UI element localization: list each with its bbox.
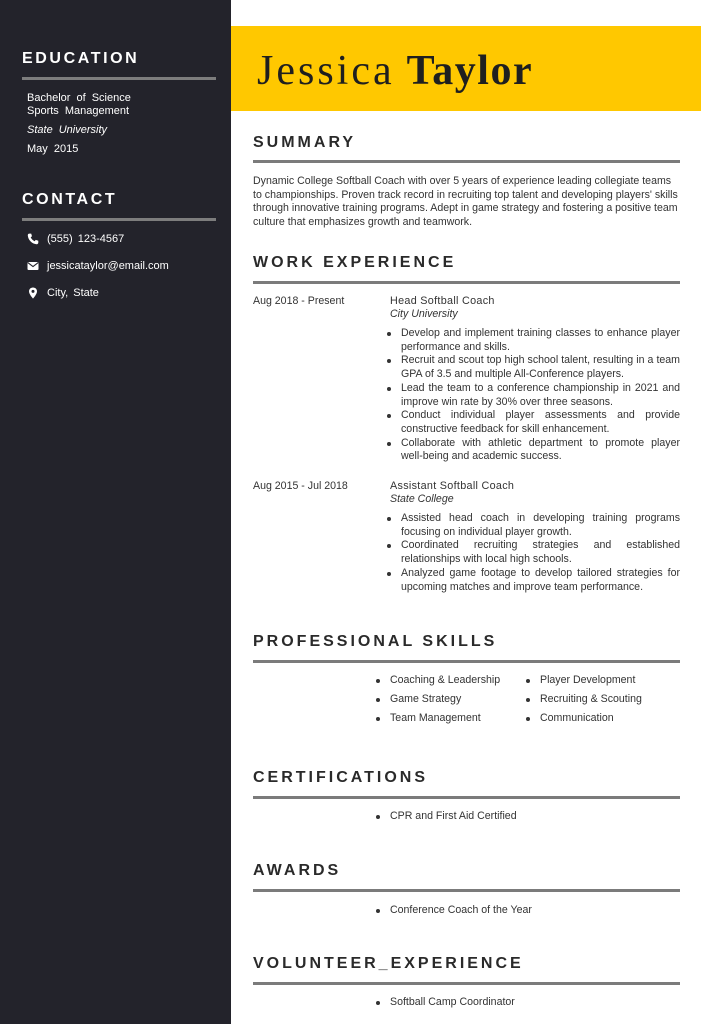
contact-phone: [27, 232, 125, 246]
skills-divider: [253, 660, 680, 663]
summary-divider: [253, 160, 680, 163]
list-item: Recruit and scout top high school talent, resulting in a team GPA of 3.5 and multiple All-Conference players.: [401, 354, 680, 381]
phone-icon: [27, 233, 39, 245]
list-item: Coordinated recruiting strategies and established relationships with local high schools.: [401, 539, 680, 566]
contact-location: [27, 286, 99, 300]
summary-text: Dynamic College Softball Coach with over 5 years of experience leading collegiate teams to championships. Proven track record in recruiting top talent and developing players' skills through innovative training programs. Adept in game strategy and fostering a positive team culture that emphasizes growth and teamwork.: [253, 175, 678, 228]
certification-item: CPR and First Aid Certified: [390, 810, 517, 822]
job-title: Head Softball Coach: [390, 295, 495, 307]
location-text: City, State: [47, 287, 99, 299]
degree-line1: Bachelor of Science: [27, 92, 131, 104]
first-name: Jessica: [257, 48, 395, 94]
skill-item: Team Management: [390, 712, 481, 724]
job-company: City University: [390, 308, 458, 320]
skill-item: Communication: [540, 712, 614, 724]
education-heading: EDUCATION: [22, 50, 140, 67]
envelope-icon: [27, 260, 39, 272]
award-item: Conference Coach of the Year: [390, 904, 532, 916]
education-divider: [22, 77, 216, 80]
degree-line2: Sports Management: [27, 105, 130, 117]
job-bullets: [401, 327, 680, 464]
last-name: Taylor: [406, 48, 534, 94]
job-dates: Aug 2018 - Present: [253, 295, 345, 307]
work-divider: [253, 281, 680, 284]
list-item: Develop and implement training classes to enhance player performance and skills.: [401, 327, 680, 353]
job-dates: Aug 2015 - Jul 2018: [253, 480, 348, 492]
summary-heading: SUMMARY: [253, 134, 357, 151]
contact-email: [27, 259, 169, 273]
awards-heading: AWARDS: [253, 862, 342, 879]
phone-text: (555) 123-4567: [47, 233, 125, 245]
job-bullets: [401, 512, 680, 594]
work-heading: WORK EXPERIENCE: [253, 254, 457, 271]
list-item: Collaborate with athletic department to promote player well-being and academic success.: [401, 436, 680, 463]
education-school: State University: [27, 124, 108, 136]
education-date: May 2015: [27, 143, 79, 155]
skill-item: Player Development: [540, 674, 636, 686]
contact-heading: CONTACT: [22, 191, 118, 208]
skill-item: Recruiting & Scouting: [540, 693, 642, 705]
candidate-name: [257, 50, 533, 92]
skill-item: Coaching & Leadership: [390, 674, 501, 686]
map-pin-icon: [27, 287, 39, 299]
volunteer-item: Softball Camp Coordinator: [390, 996, 515, 1008]
certifications-heading: CERTIFICATIONS: [253, 769, 429, 786]
list-item: Conduct individual player assessments and provide constructive feedback for skill enhancement.: [401, 409, 680, 435]
skill-item: Game Strategy: [390, 693, 462, 705]
sidebar: [0, 0, 231, 1024]
contact-divider: [22, 218, 216, 221]
volunteer-heading: VOLUNTEER_EXPERIENCE: [253, 955, 524, 972]
name-banner: [231, 26, 701, 111]
awards-divider: [253, 889, 680, 892]
skills-heading: PROFESSIONAL SKILLS: [253, 633, 498, 650]
list-item: Lead the team to a conference championship in 2021 and improve win rate by 30% over three seasons.: [401, 381, 680, 408]
email-text: jessicataylor@email.com: [47, 260, 169, 272]
job-title: Assistant Softball Coach: [390, 480, 515, 492]
job-company: State College: [390, 493, 454, 505]
volunteer-divider: [253, 982, 680, 985]
list-item: Assisted head coach in developing training programs focusing on individual player growth.: [401, 512, 680, 538]
certifications-divider: [253, 796, 680, 799]
list-item: Analyzed game footage to develop tailored strategies for upcoming matches and improve team performance.: [401, 566, 680, 593]
